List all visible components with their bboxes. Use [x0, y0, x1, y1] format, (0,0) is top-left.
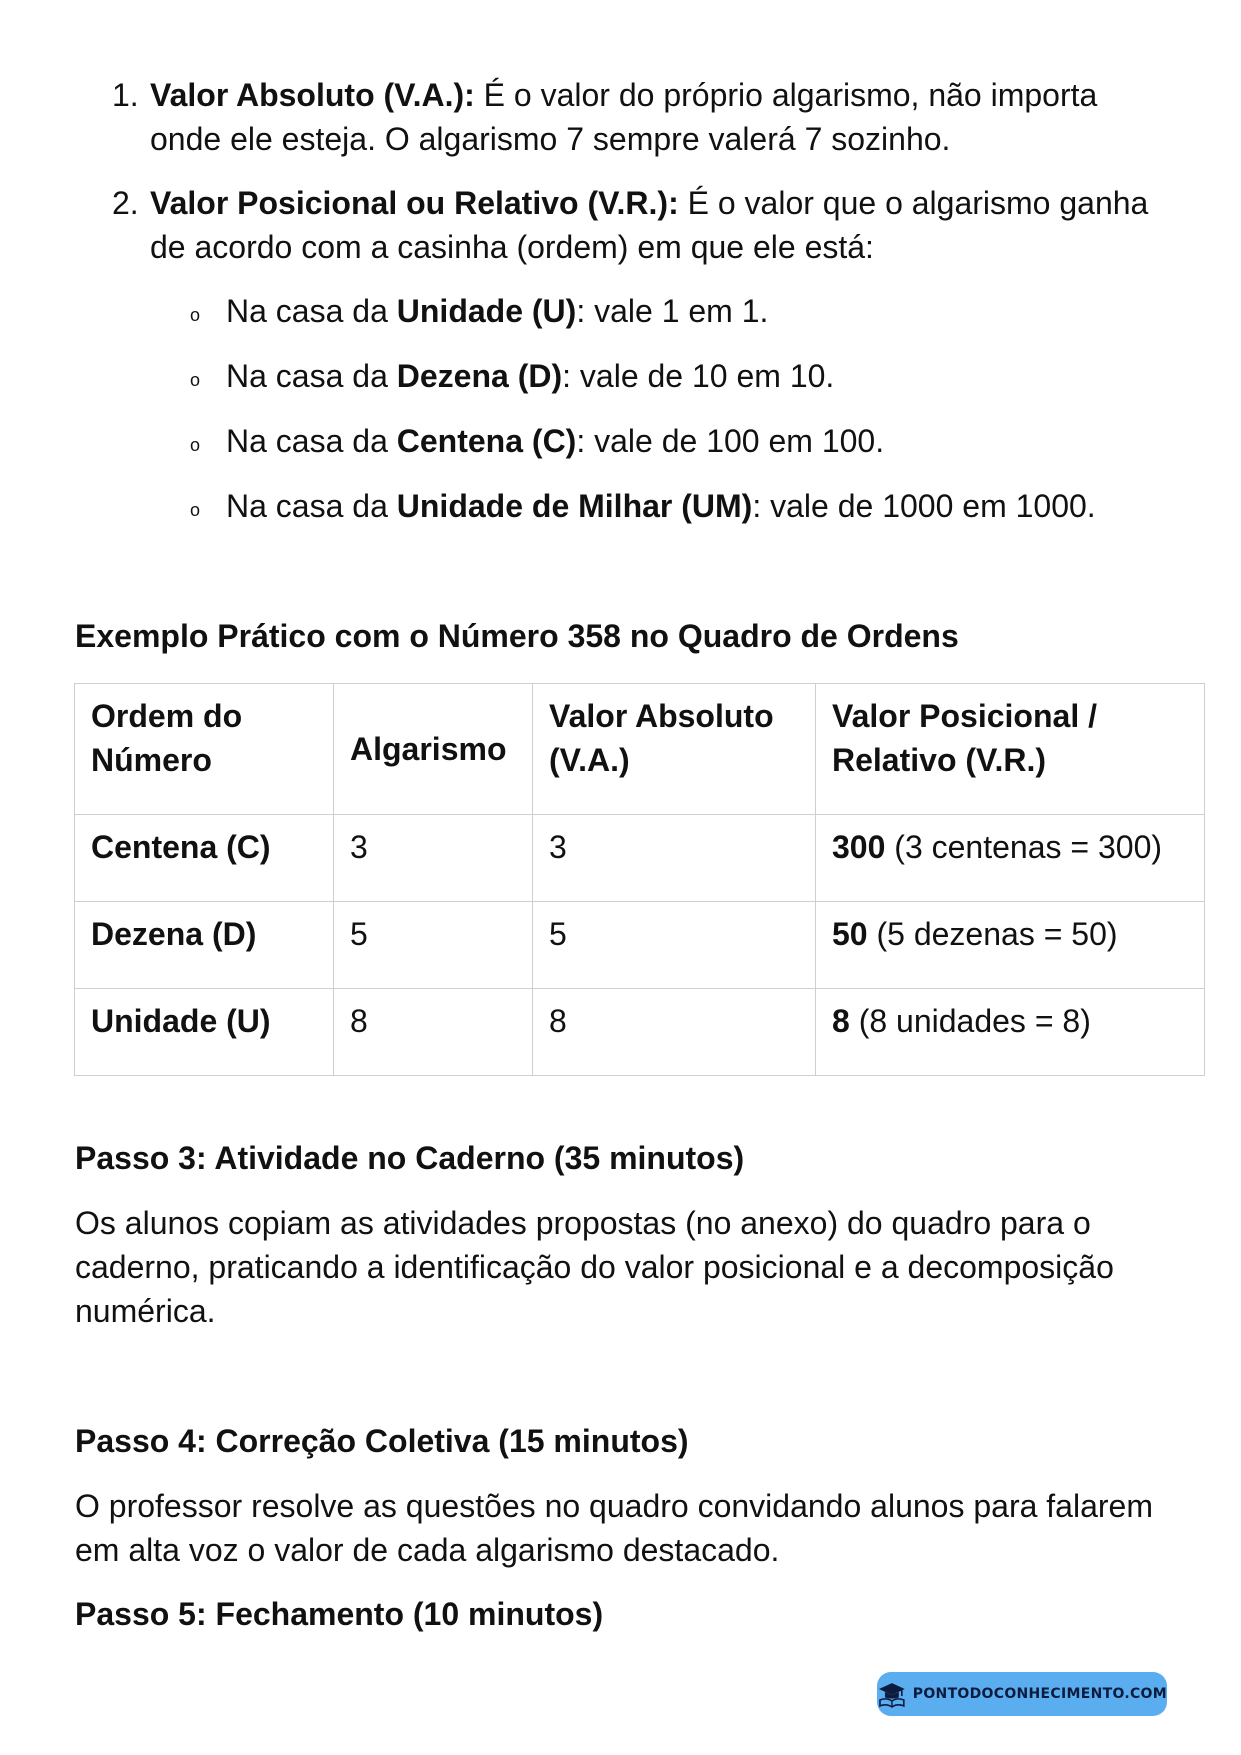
sub-item-unidade-de-milhar: [190, 484, 1190, 528]
ordens-table: [74, 683, 1205, 1076]
circle-bullet-icon: o: [190, 305, 201, 325]
list-item-valor-posicional: [112, 181, 1172, 269]
cell-valor-posicional: [816, 902, 1205, 989]
sub-item-prefix: Na casa da: [226, 423, 397, 459]
header-valor-absoluto: Valor Absoluto (V.A.): [533, 684, 816, 815]
vr-value: 50: [832, 916, 868, 952]
circle-bullet-icon: o: [190, 370, 201, 390]
vr-value: 300: [832, 829, 886, 865]
header-algarismo: Algarismo: [334, 684, 533, 815]
list-number: 1.: [112, 77, 139, 113]
cell-ordem: [75, 902, 334, 989]
sub-item-prefix: Na casa da: [226, 358, 397, 394]
sub-item-term: Centena (C): [396, 423, 577, 459]
definition-valor-absoluto: É o valor do próprio algarismo, não importa onde ele esteja. O algarismo 7 sempre valerá 7 sozinho.: [150, 77, 1098, 157]
cell-algarismo: 5: [334, 902, 533, 989]
graduation-cap-book-icon: [877, 1679, 907, 1709]
ordem-label: Centena (C): [91, 829, 271, 865]
sub-item-suffix: : vale de 1000 em 1000.: [752, 488, 1096, 524]
sub-item-suffix: : vale de 100 em 100.: [576, 423, 885, 459]
cell-algarismo: 3: [334, 815, 533, 902]
cell-valor-posicional: [816, 815, 1205, 902]
list-item-valor-absoluto: [112, 73, 1172, 161]
list-number: 2.: [112, 185, 139, 221]
cell-valor-absoluto: 3: [533, 815, 816, 902]
ordem-label: Unidade (U): [91, 1003, 271, 1039]
cell-valor-posicional: [816, 989, 1205, 1076]
sub-item-term: Unidade de Milhar (UM): [396, 488, 753, 524]
sub-item-suffix: : vale 1 em 1.: [576, 293, 769, 329]
table-header-row: [75, 684, 1205, 815]
cell-ordem: [75, 815, 334, 902]
circle-bullet-icon: o: [190, 500, 201, 520]
sub-item-suffix: : vale de 10 em 10.: [562, 358, 835, 394]
vr-explanation: (5 dezenas = 50): [867, 916, 1118, 952]
circle-bullet-icon: o: [190, 435, 201, 455]
sub-item-prefix: Na casa da: [226, 488, 397, 524]
vr-value: 8: [832, 1003, 850, 1039]
sub-item-prefix: Na casa da: [226, 293, 397, 329]
passo3-heading: Passo 3: Atividade no Caderno (35 minutos): [75, 1140, 745, 1176]
cell-ordem: [75, 989, 334, 1076]
table-row: [75, 989, 1205, 1076]
header-valor-posicional: Valor Posicional / Relativo (V.R.): [816, 684, 1205, 815]
passo4-text: O professor resolve as questões no quadro convidando alunos para falarem em alta voz o valor de cada algarismo destacado.: [75, 1488, 1153, 1568]
vr-explanation: (3 centenas = 300): [885, 829, 1163, 865]
header-ordem: Ordem do Número: [75, 684, 334, 815]
term-valor-absoluto: Valor Absoluto (V.A.):: [150, 77, 475, 113]
cell-algarismo: 8: [334, 989, 533, 1076]
cell-valor-absoluto: 5: [533, 902, 816, 989]
definition-valor-posicional: É o valor que o algarismo ganha de acordo com a casinha (ordem) em que ele está:: [150, 185, 1149, 265]
vr-explanation: (8 unidades = 8): [849, 1003, 1091, 1039]
cell-valor-absoluto: 8: [533, 989, 816, 1076]
sub-item-term: Unidade (U): [396, 293, 577, 329]
table-row: [75, 902, 1205, 989]
term-valor-posicional: Valor Posicional ou Relativo (V.R.):: [150, 185, 679, 221]
sub-item-unidade: [190, 289, 1190, 333]
sub-item-dezena: [190, 354, 1190, 398]
passo4-heading: Passo 4: Correção Coletiva (15 minutos): [75, 1423, 689, 1459]
ordem-label: Dezena (D): [91, 916, 257, 952]
site-badge[interactable]: [877, 1672, 1167, 1716]
badge-label: PONTODOCONHECIMENTO.COM: [912, 1686, 1167, 1702]
passo5-heading: Passo 5: Fechamento (10 minutos): [75, 1596, 604, 1632]
sub-item-centena: [190, 419, 1190, 463]
sub-item-term: Dezena (D): [396, 358, 563, 394]
example-heading: Exemplo Prático com o Número 358 no Quadro de Ordens: [75, 618, 959, 654]
passo3-text: Os alunos copiam as atividades propostas (no anexo) do quadro para o caderno, praticando a identificação do valor posicional e a decomposição numérica.: [75, 1205, 1114, 1329]
table-row: [75, 815, 1205, 902]
